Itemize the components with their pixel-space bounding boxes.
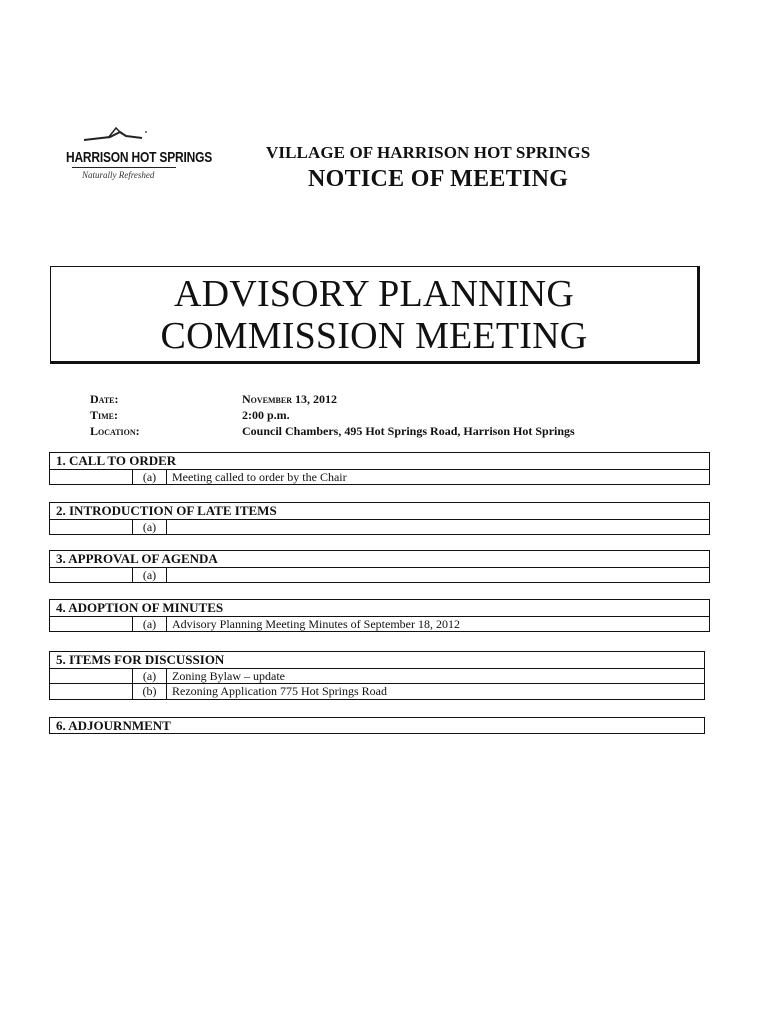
banner-line-1: ADVISORY PLANNING	[174, 273, 574, 315]
location-label: Location:	[90, 424, 140, 438]
item-letter: (a)	[132, 470, 167, 484]
logo-rule	[72, 167, 176, 168]
item-letter: (a)	[132, 669, 167, 683]
item-text: Zoning Bylaw – update	[172, 669, 285, 683]
item-letter: (a)	[132, 568, 167, 582]
logo-mark-icon	[80, 124, 150, 146]
section-adjournment	[49, 717, 705, 734]
agenda-item-row	[49, 684, 705, 700]
date-label: Date:	[90, 392, 119, 406]
agenda-item-row	[49, 616, 710, 632]
section-adoption-of-minutes	[49, 599, 710, 632]
logo-name: HARRISON HOT SPRINGS	[66, 148, 213, 166]
harrison-logo	[62, 124, 213, 188]
meeting-banner	[50, 266, 700, 364]
section-title: 6. ADJOURNMENT	[49, 717, 705, 734]
section-title: 1. CALL TO ORDER	[49, 452, 710, 469]
section-title: 3. APPROVAL OF AGENDA	[49, 550, 710, 567]
section-late-items	[49, 502, 710, 535]
organization-title: VILLAGE OF HARRISON HOT SPRINGS	[266, 143, 591, 162]
section-approval-of-agenda	[49, 550, 710, 583]
logo-tagline: Naturally Refreshed	[82, 170, 155, 180]
section-call-to-order	[49, 452, 710, 485]
section-title: 4. ADOPTION OF MINUTES	[49, 599, 710, 616]
section-title: 2. INTRODUCTION OF LATE ITEMS	[49, 502, 710, 519]
section-items-for-discussion	[49, 651, 705, 700]
notice-title: NOTICE OF MEETING	[308, 166, 569, 192]
agenda-item-row	[49, 668, 705, 684]
item-text: Meeting called to order by the Chair	[172, 470, 347, 484]
item-text: Rezoning Application 775 Hot Springs Road	[172, 684, 387, 698]
section-title: 5. ITEMS FOR DISCUSSION	[49, 651, 705, 668]
item-letter: (a)	[132, 617, 167, 631]
location-value: Council Chambers, 495 Hot Springs Road, Harrison Hot Springs	[242, 424, 575, 438]
date-value: November 13, 2012	[242, 392, 338, 406]
banner-line-2: COMMISSION MEETING	[160, 315, 588, 357]
agenda-item-row	[49, 469, 710, 485]
time-value: 2:00 p.m.	[242, 408, 290, 422]
item-letter: (b)	[132, 684, 167, 699]
agenda-item-row	[49, 567, 710, 583]
time-label: Time:	[90, 408, 118, 422]
item-letter: (a)	[132, 520, 167, 534]
item-text: Advisory Planning Meeting Minutes of September 18, 2012	[172, 617, 460, 631]
agenda-item-row	[49, 519, 710, 535]
